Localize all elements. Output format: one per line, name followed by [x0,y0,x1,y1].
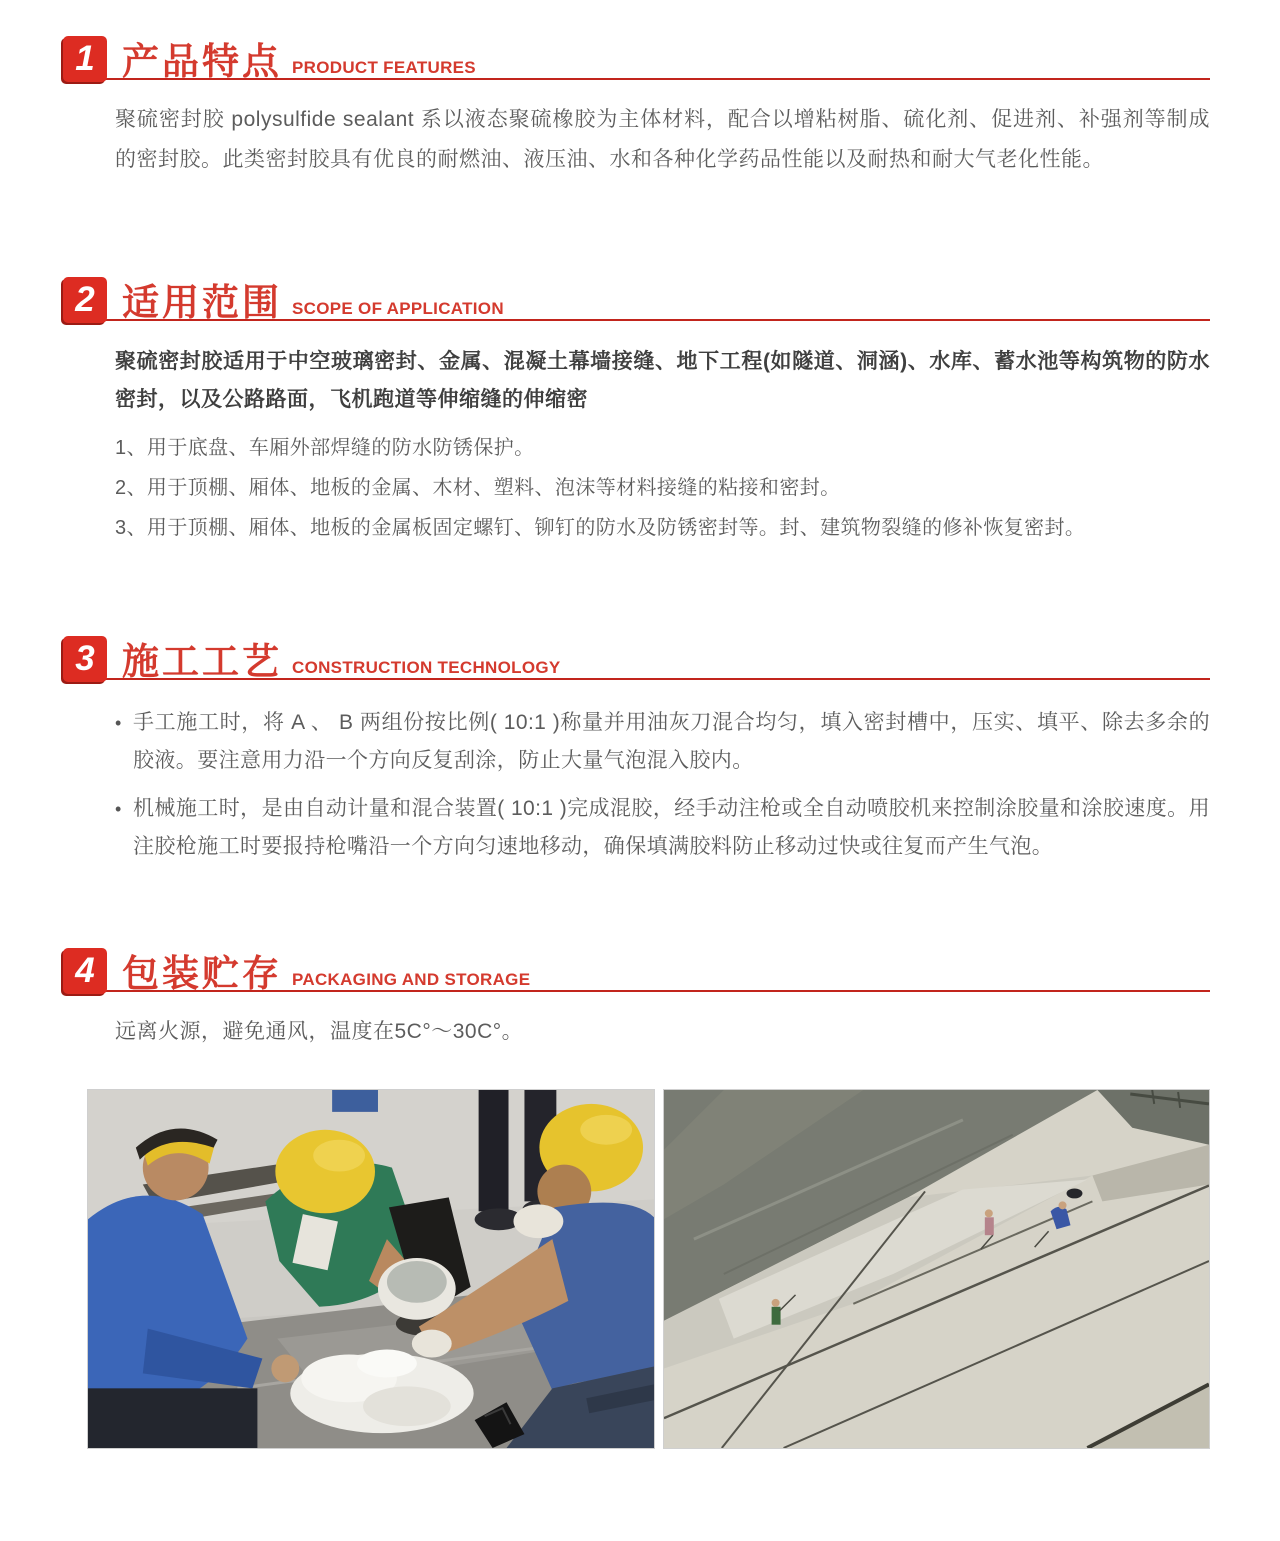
section-body [115,1012,1210,1052]
section-scope-of-application [0,275,1280,543]
list-item: 2、用于顶棚、厢体、地板的金属、木材、塑料、泡沫等材料接缝的粘接和密封。 [115,477,841,499]
section-title-cn: 产品特点 [122,41,282,82]
section-number-badge: 2 [63,277,107,323]
list-item [115,790,1210,866]
scope-lead-paragraph: 聚硫密封胶适用于中空玻璃密封、金属、混凝土幕墙接缝、地下工程(如隧道、洞涵)、水库、蓄水池等构筑物的防水密封，以及公路路面，飞机跑道等伸缩缝的伸缩密 [115,350,1210,411]
section-product-features [0,34,1280,180]
section-construction-technology [0,634,1280,866]
section-number-badge: 3 [63,636,107,682]
section-title-cn: 适用范围 [122,282,282,323]
section-title-cn: 施工工艺 [122,641,282,682]
bullet-icon: • [115,713,122,733]
list-item: 1、用于底盘、车厢外部焊缝的防水防锈保护。 [115,437,535,459]
list-item: 3、用于顶棚、厢体、地板的金属板固定螺钉、铆钉的防水及防锈密封等。封、建筑物裂缝的修补恢复密封。 [115,517,1086,539]
product-datasheet [0,34,1280,1541]
photo-sealant-mixing [87,1089,655,1449]
section-header [63,946,1210,994]
photo-sealant-mixing-illustration [88,1090,654,1448]
bullet-text: 手工施工时，将 A 、 B 两组份按比例( 10:1 )称量并用油灰刀混合均匀，填入密封槽中，压实、填平、除去多余的胶液。要注意用力沿一个方向反复刮涂，防止大量气泡混入胶内。 [133,711,1210,772]
section-number-badge: 4 [63,948,107,994]
section-header [63,34,1210,82]
scope-numbered-list [115,433,1210,543]
construction-bullet-list [115,704,1210,866]
section-packaging-and-storage [0,946,1280,1052]
bullet-icon: • [115,799,122,819]
section-body [115,343,1210,543]
section-title-en: PACKAGING AND STORAGE [292,970,531,989]
storage-paragraph: 远离火源，避免通风，温度在5C°～30C°。 [115,1020,524,1043]
section-title-en: CONSTRUCTION TECHNOLOGY [292,658,561,677]
section-body [115,704,1210,866]
photo-row [87,1089,1210,1449]
section-number-badge: 1 [63,36,107,82]
section-title-cn: 包装贮存 [122,953,282,994]
section-title-en: PRODUCT FEATURES [292,58,476,77]
bullet-text: 机械施工时，是由自动计量和混合装置( 10:1 )完成混胶，经手动注枪或全自动喷胶机来控制涂胶量和涂胶速度。用注胶枪施工时要报持枪嘴沿一个方向匀速地移动，确保填满胶料防止移动过快或往复而产生气泡。 [133,797,1210,858]
photo-concrete-slope-illustration [664,1090,1209,1448]
features-paragraph: 聚硫密封胶 polysulfide sealant 系以液态聚硫橡胶为主体材料，配合以增粘树脂、硫化剂、促进剂、补强剂等制成的密封胶。此类密封胶具有优良的耐燃油、液压油、水和各种化学药品性能以及耐热和耐大气老化性能。 [115,108,1210,171]
section-body [115,100,1210,180]
section-header [63,634,1210,682]
section-title-en: SCOPE OF APPLICATION [292,299,504,318]
photo-concrete-slope [663,1089,1210,1449]
section-header [63,275,1210,323]
list-item [115,704,1210,780]
